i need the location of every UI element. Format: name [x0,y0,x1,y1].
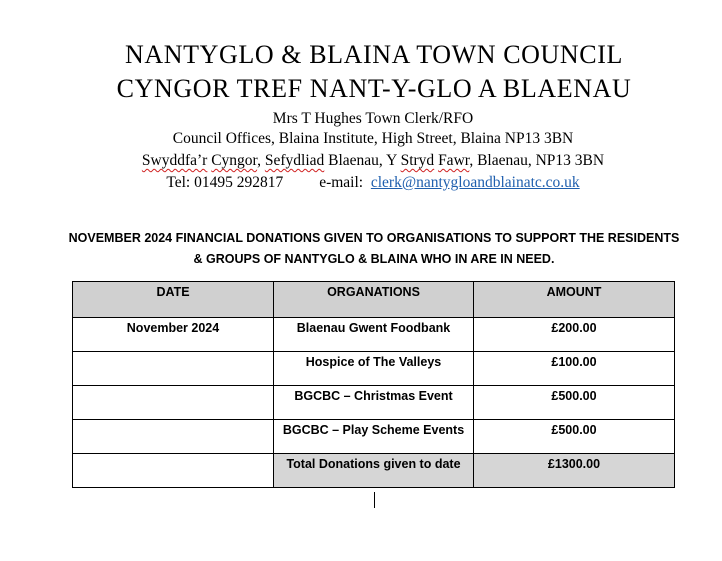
table-row [73,386,675,420]
address-welsh-word: Sefydliad [264,152,325,169]
date-cell [73,420,274,454]
donations-heading-line: NOVEMBER 2024 FINANCIAL DONATIONS GIVEN TO ORGANISATIONS TO SUPPORT THE RESIDENTS [68,231,680,245]
address-welsh: Swyddfa’r Cyngor, Sefydliad Blaenau, Y Stryd Fawr, Blaenau, NP13 3BN [141,152,605,169]
address-welsh-word: Cyngor [211,152,258,169]
table-header-row [73,282,675,318]
organisation-cell: BGCBC – Christmas Event [274,386,474,420]
column-header-amount: AMOUNT [474,282,675,318]
contact-line [0,173,722,193]
column-header-date: DATE [73,282,274,318]
address-welsh-word: Fawr [438,152,470,169]
amount-cell: £500.00 [474,420,675,454]
text-cursor [374,492,375,508]
total-amount-cell: £1300.00 [474,454,675,488]
telephone: Tel: 01495 292817 [166,174,284,191]
email-label: e-mail: [319,174,364,191]
total-label-cell: Total Donations given to date [274,454,474,488]
date-cell [73,454,274,488]
amount-cell: £200.00 [474,318,675,352]
date-cell: November 2024 [73,318,274,352]
column-header-organisations: ORGANATIONS [274,282,474,318]
clerk-name: Mrs T Hughes Town Clerk/RFO [272,110,474,127]
address-english: Council Offices, Blaina Institute, High Street, Blaina NP13 3BN [172,130,574,147]
donations-table [72,281,675,488]
amount-cell: £500.00 [474,386,675,420]
organisation-cell: Hospice of The Valleys [274,352,474,386]
date-cell [73,352,274,386]
amount-cell: £100.00 [474,352,675,386]
organisation-cell: Blaenau Gwent Foodbank [274,318,474,352]
date-cell [73,386,274,420]
total-row [73,454,675,488]
table-row [73,352,675,386]
address-welsh-word: Stryd [400,152,435,169]
table-row [73,318,675,352]
organisation-cell: BGCBC – Play Scheme Events [274,420,474,454]
table-row [73,420,675,454]
council-title-welsh: CYNGOR TREF NANT-Y-GLO A BLAENAU [116,74,632,103]
email-link[interactable]: clerk@nantygloandblainatc.co.uk [370,174,580,191]
donations-heading-line: & GROUPS OF NANTYGLO & BLAINA WHO IN ARE IN NEED. [193,252,555,266]
address-welsh-text: , Blaenau, NP13 3BN [469,152,605,169]
address-welsh-text: Blaenau, Y [324,152,401,169]
donations-heading [66,228,682,270]
council-title-english: NANTYGLO & BLAINA TOWN COUNCIL [124,40,623,69]
address-welsh-word: Swyddfa’r [141,152,208,169]
